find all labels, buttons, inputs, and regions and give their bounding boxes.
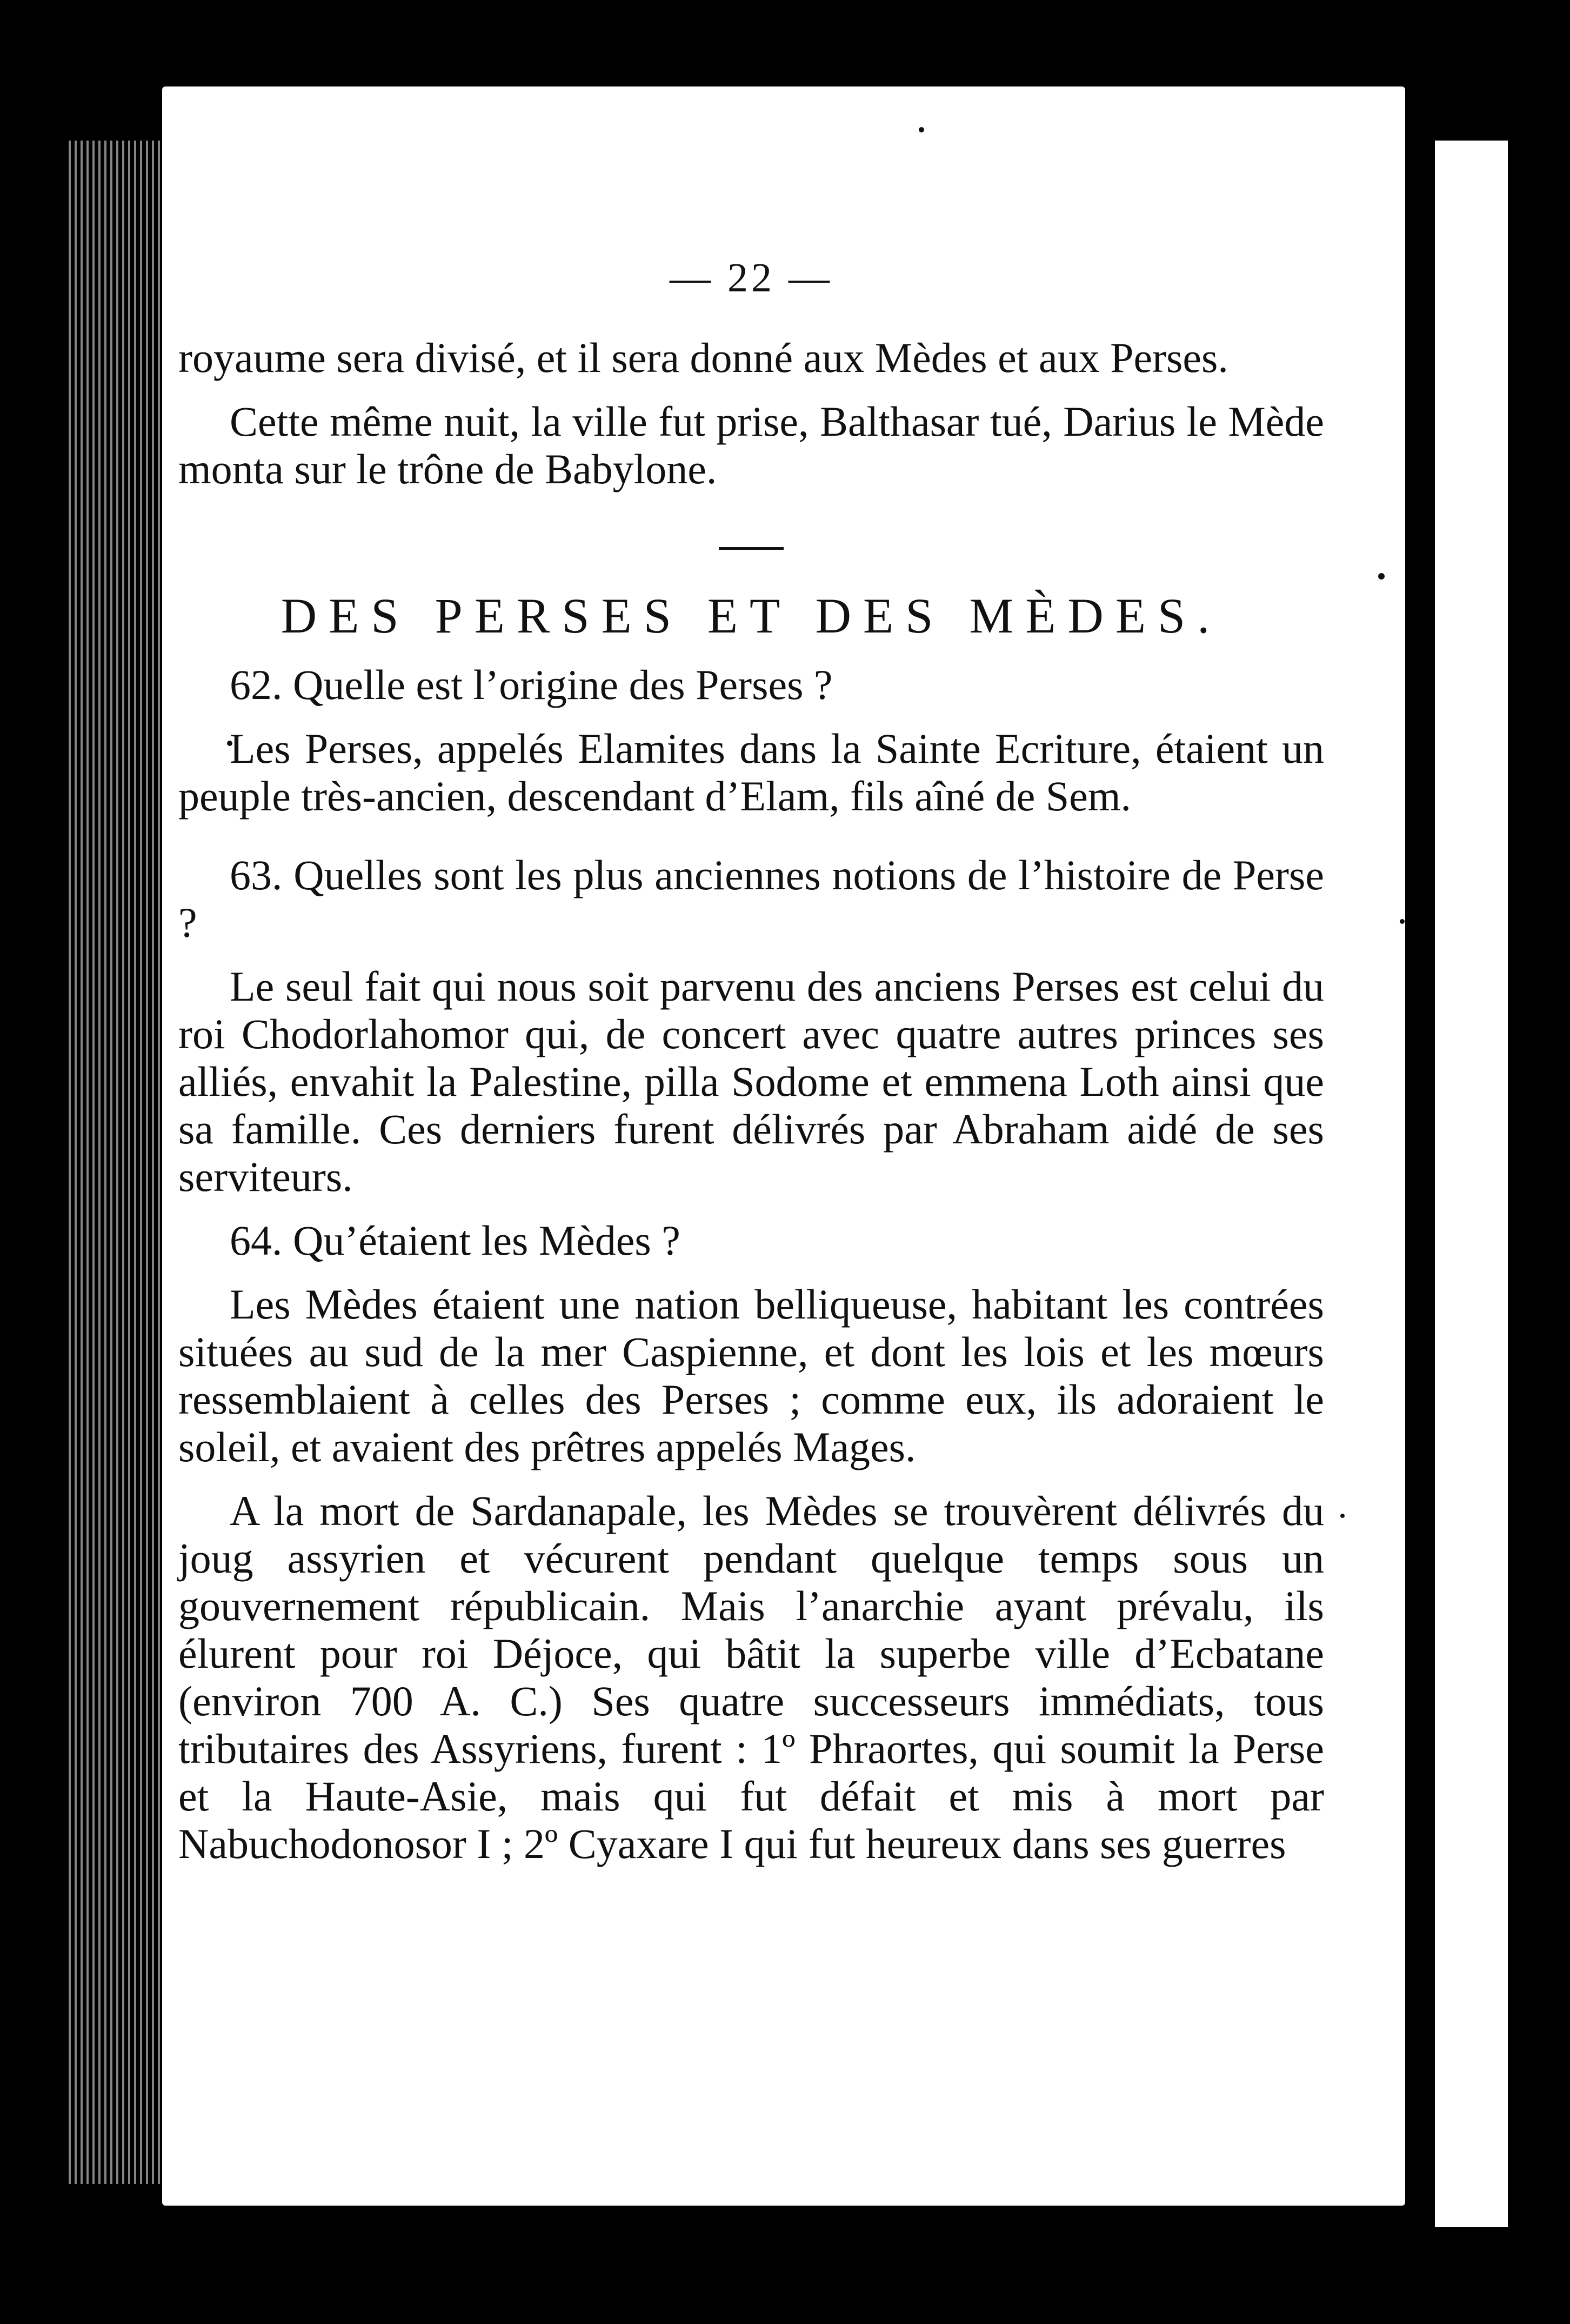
section-heading: DES PERSES ET DES MÈDES.: [280, 588, 1222, 643]
scan-speck: [1340, 1514, 1345, 1518]
answer: Le seul fait qui nous soit parvenu des anciens Perses est celui du roi Chodorlahomor qui, de concert avec quatre autres princes ses alliés, envahit la Palestine, pilla Sodome et emmena Loth ainsi que sa famille. Ces derniers furent délivrés par Abraham aidé de ses serviteurs.: [178, 963, 1324, 1200]
question: 62. Quelle est l’origine des Perses ?: [230, 661, 833, 708]
paragraph: royaume sera divisé, et il sera donné aux Mèdes et aux Perses.: [178, 334, 1228, 381]
page-text: [178, 162, 1324, 1868]
page-number: — 22 —: [670, 255, 833, 301]
question: 64. Qu’étaient les Mèdes ?: [230, 1217, 680, 1264]
answer: Les Mèdes étaient une nation belliqueuse, habitant les contrées situées au sud de la mer Caspienne, et dont les lois et les mœurs ressemblaient à celles des Perses ; comme eux, ils adoraient le soleil, et avaient des prêtres appelés Mages.: [178, 1281, 1324, 1470]
next-page-edge: [1435, 141, 1508, 2227]
answer: Les Perses, appelés Elamites dans la Sainte Ecriture, étaient un peuple très-ancien, descendant d’Elam, fils aîné de Sem.: [178, 725, 1324, 820]
section-divider: [719, 547, 784, 550]
answer: A la mort de Sardanapale, les Mèdes se trouvèrent délivrés du joug assyrien et vécurent pendant quelque temps sous un gouvernement républicain. Mais l’anarchie ayant prévalu, ils élurent pour roi Déjoce, qui bâtit la superbe ville d’Ecbatane (environ 700 A. C.) Ses quatre successeurs immédiats, tous tributaires des Assyriens, furent : 1º Phraortes, qui soumit la Perse et la Haute-Asie, mais qui fut défait et mis à mort par Nabuchodonosor I ; 2º Cyaxare I qui fut heureux dans ses guerres: [178, 1487, 1324, 1867]
scan-speck: [1400, 919, 1405, 924]
scan-speck: [1378, 573, 1385, 580]
page-gutter-shadow: [1405, 86, 1435, 2227]
question: 63. Quelles sont les plus anciennes notions de l’histoire de Perse ?: [178, 851, 1324, 946]
scan-speck: [919, 127, 924, 132]
paragraph: Cette même nuit, la ville fut prise, Balthasar tué, Darius le Mède monta sur le trône de Babylone.: [178, 398, 1324, 492]
